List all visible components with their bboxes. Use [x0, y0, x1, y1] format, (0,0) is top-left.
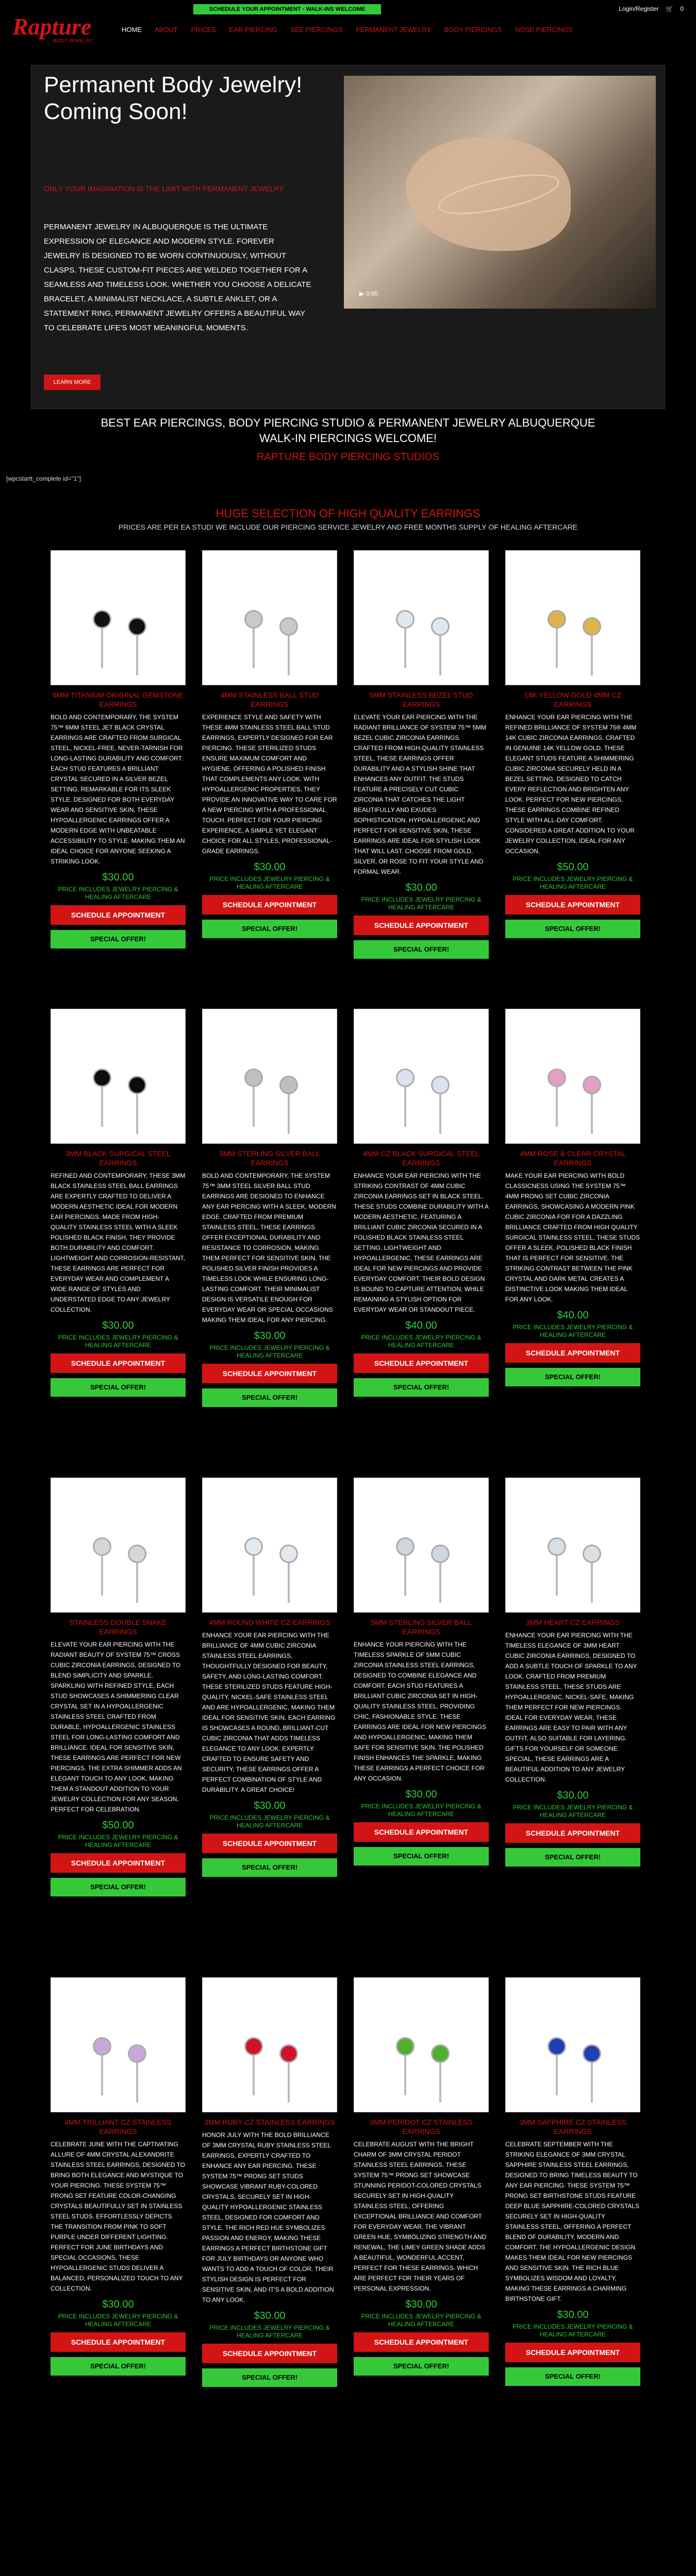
product-card	[354, 1009, 489, 1397]
product-card	[354, 550, 489, 959]
product-price: $30.00	[254, 2310, 286, 2321]
product-name[interactable]: 3MM BLACK SURGICAL STEEL EARRINGS	[65, 1149, 171, 1167]
product-card	[51, 1009, 186, 1397]
product-description: EXPERIENCE STYLE AND SAFETY WITH THESE 4MM STAINLESS STEEL BALL STUD EARRINGS, EXPERTLY DESIGNED FOR EAR PIERCING. THESE STERILIZED STUDS ENSURE MAXIMUM COMFORT AND HYGIENE, OFFERING A POLISHED FINISH THAT COMPLEMENTS ANY LOOK. WITH HYPOALLERGENIC PROPERTIES, THEY PROVIDE AN INNOVATIVE WAY TO CARE FOR A NEW PIERCING WITH A PROFESSIONAL TOUCH. PERFECT FOR YOUR PIERCING EXPERIENCE, A SIMPLE YET ELEGANT CHOICE FOR ALL STYLES, PROFESSIONAL-GRADE EARRINGS.	[202, 714, 337, 855]
product-description: MAKE YOUR EAR PIERCING WITH BOLD CLASSICNESS USING THE SYSTEM 75™ 4MM PRONG SET CUBIC ZIRCONIA EARRINGS, SHOWCASING A MODERN PINK CUBIC ZIRCONIA FOR FOR A DAZZLING BRILLIANCE CRAFTED FROM HIGH QUALITY SURGICAL STAINLESS STEEL, THESE STUDS OFFER A SLEEK, POLISHED BLACK FINISH THAT IS PERFECT FOR SENSITIVE. THE STRIKING CONTRAST BETWEEN THE PINK CRYSTAL AND DARK METAL CREATES A DISTINCTIVE LOOK MAKING THEM IDEAL FOR ANY LOOK.	[505, 1172, 640, 1303]
product-card	[202, 1478, 337, 1877]
price-note: PRICE INCLUDES JEWELRY PIERCING & HEALING AFTERCARE	[361, 1803, 482, 1818]
product-name[interactable]: 4MM TRILLIANT CZ STAINLESS EARRINGS	[64, 2118, 172, 2136]
product-image[interactable]	[202, 1009, 337, 1144]
nav-ear-piercing[interactable]: EAR PIERCING	[229, 26, 277, 33]
schedule-appointment-button[interactable]: SCHEDULE APPOINTMENT	[354, 2332, 489, 2352]
schedule-appointment-button[interactable]: SCHEDULE APPOINTMENT	[354, 916, 489, 935]
product-card	[505, 1478, 640, 1867]
product-name[interactable]: 4MM ROUND WHITE CZ EARRINGS	[209, 1618, 330, 1626]
product-description: CELEBRATE JUNE WITH THE CAPTIVATING ALLURE OF 4MM CRYSTAL ALEXANDRITE STAINLESS STEEL EARRINGS, DESIGNED TO BRING BOTH ELEGANCE AND MYSTIQUE TO YOUR PIERCING. THESE SYSTEM 75™ PRONG SET FEATURE COLOR-CHANGING CRYSTALS BEAUTIFULLY SET IN STAINLESS STEEL STUDS. EFFORTLESSLY DEPICTS THE TRANSITION FROM PINK TO SOFT PURPLE UNDER DIFFERENT LIGHTING. PERFECT FOR JUNE BIRTHDAYS AND SPECIAL OCCASIONS, THESE HYPOALLERGENIC STUDS DELIVER A BALANCED, PERSONALIZED TOUCH TO ANY COLLECTION.	[51, 2141, 185, 2292]
play-icon[interactable]: ▶	[359, 290, 364, 297]
product-image[interactable]	[505, 1478, 640, 1613]
product-description: ENHANCE YOUR EAR PIERCING WITH THE STRIKING CONTRAST OF 4MM CUBIC ZIRCONIA EARRINGS SET IN BLACK STEEL. THESE STUDS COMBINE DURABILITY WITH A MODERN AESTHETIC, FEATURING A BRILLIANT CUBIC ZIRCONIA SECURED IN A POLISHED BLACK STAINLESS STEEL SETTING. LIGHTWEIGHT AND HYPOALLERGENIC, THESE EARRINGS ARE IDEAL FOR NEW PIERCINGS AND PROVIDE EVERYDAY COMFORT. THEIR BOLD DESIGN IS BOUND TO CAPTURE ATTENTION, WHILE REMAINING A STYLISH OPTION FOR EVERYDAY WEAR OR STANDOUT PIECE.	[354, 1172, 489, 1313]
price-note: PRICE INCLUDES JEWELRY PIERCING & HEALING AFTERCARE	[58, 1834, 178, 1849]
product-description: ELEVATE YOUR EAR PIERCING WITH THE RADIANT BEAUTY OF SYSTEM 75™ CROSS CUBIC ZIRCONIA EARRINGS, DESIGNED TO BLEND SIMPLICITY AND SPARKLE. SPARKLING WITH REFINED STYLE, EACH STUD SHOWCASES A SHIMMERING CLEAR CRYSTAL SET IN A HYPOALLERGENIC STAINLESS STEEL CRAFTED FROM DURABLE, HYPOALLERGENIC STAINLESS STEEL FOR LONG-LASTING COMFORT AND BRILLIANCE. IDEAL FOR SENSITIVE SKIN, THESE EARRINGS ARE PERFECT FOR NEW PIERCINGS. THE EXTRA SHIMMER ADDS AN ELEGANT TOUCH TO ANY LOOK, MAKING THEM A STANDOUT ADDITION TO YOUR JEWELRY COLLECTION FOR ANY SEASON, PERFECT FOR CELEBRATION.	[51, 1641, 182, 1813]
main-nav	[122, 26, 584, 33]
earring-post	[288, 1556, 290, 1603]
special-offer-button[interactable]: SPECIAL OFFER!	[505, 1368, 640, 1386]
product-description: ELEVATE YOUR EAR PIERCING WITH THE RADIANT BRILLIANCE OF SYSTEM 75™ 5MM BEZEL CUBIC ZIRCONIA EARRINGS. CRAFTED FROM HIGH-QUALITY STAINLESS STEEL, THESE EARRINGS OFFER DURABILITY AND A STYLISH SHINE THAT ENHANCES ANY OUTFIT. THE STUDS FEATURE A PRECISELY CUT CUBIC ZIRCONIA THAT CATCHES THE LIGHT BEAUTIFULLY AND EXUDES SOPHISTICATION. HYPOALLERGENIC AND PERFECT FOR SENSITIVE SKIN, THESE EARRINGS ARE IDEAL FOR STYLISH LOOK THAT WILL LAST. CHOOSE FROM GOLD, SILVER, OR ROSE TO FIT YOUR STYLE AND FORMAL WEAR.	[354, 714, 487, 875]
product-description: CELEBRATE AUGUST WITH THE BRIGHT CHARM OF 3MM CRYSTAL PERIDOT STAINLESS STEEL EARRINGS. THESE SYSTEM 75™ PRONG SET SHOWCASE STUNNING PERIDOT-COLORED CRYSTALS SECURELY SET IN HIGH-QUALITY STAINLESS STEEL, OFFERING EXCEPTIONAL BRILLIANCE AND COMFORT FOR EVERYDAY WEAR. THE VIBRANT GREEN HUE, SYMBOLIZING STRENGTH AND RENEWAL, THE LIMEY GREEN SHADE ADDS A BEAUTIFUL, WONDERFUL ACCENT, PERFECT FOR THESE EARRINGS, WHICH ARE PERFECT FOR THEIR YEARS OF PERSONAL EXPRESSION.	[354, 2141, 487, 2292]
special-offer-button[interactable]: SPECIAL OFFER!	[354, 1378, 489, 1397]
schedule-appointment-button[interactable]: SCHEDULE APPOINTMENT	[202, 2344, 337, 2363]
earring-stud	[433, 1077, 448, 1093]
earring-stud	[246, 2039, 261, 2054]
nav-nose-piercings[interactable]: NOSE PIERCINGS	[515, 26, 573, 33]
product-price: $30.00	[405, 1789, 437, 1800]
nav-permanent-jewelry[interactable]: PERMANENT JEWELRY	[355, 26, 432, 33]
price-note: PRICE INCLUDES JEWELRY PIERCING & HEALING AFTERCARE	[512, 1804, 633, 1819]
product-price: $40.00	[557, 1310, 589, 1321]
earring-post	[439, 2056, 441, 2103]
schedule-appointment-button[interactable]: SCHEDULE APPOINTMENT	[505, 1343, 640, 1363]
earring-stud	[94, 2039, 110, 2054]
price-note: PRICE INCLUDES JEWELRY PIERCING & HEALING AFTERCARE	[209, 1344, 330, 1359]
nav-body-piercings[interactable]: BODY PIERCINGS	[444, 26, 502, 33]
earring-post	[439, 1088, 441, 1134]
logo-main: Rapture	[12, 13, 92, 40]
product-image[interactable]	[51, 550, 186, 685]
earring-stud	[246, 1070, 261, 1086]
price-note: PRICE INCLUDES JEWELRY PIERCING & HEALING AFTERCARE	[361, 1334, 482, 1349]
product-description: BOLD AND CONTEMPORARY, THE SYSTEM 75™ 6MM STEEL JET BLACK CRYSTAL EARRINGS ARE CRAFTED FROM SURGICAL STEEL, NICKEL-FREE, NEVER-TARNISH FOR LONG-LASTING DURABILITY AND COMFORT. EACH STUD FEATURES A BRILLIANT CRYSTAL SECURED IN A SILVER BEZEL SETTING, REMARKABLE FOR ITS SLEEK STYLE. DESIGNED FOR BOTH EVERYDAY WEAR AND SENSITIVE SKIN, THESE HYPOALLERGENIC EARRINGS OFFER A MODERN EDGE WITH UNBEATABLE ACCESSIBILITY TO STYLE. MAKING THEM AN IDEAL CHOICE FOR ANYONE SEEKING A STRIKING LOOK.	[51, 714, 185, 865]
product-name[interactable]: 14K YELLOW GOLD 4MM CZ EARRINGS	[524, 691, 621, 708]
product-name[interactable]: 4MM STAINLESS BALL STUD EARRINGS	[220, 691, 319, 708]
earring-stud	[129, 619, 145, 634]
earring-stud	[94, 1070, 110, 1086]
product-image[interactable]	[354, 1977, 489, 2112]
schedule-appointment-button[interactable]: SCHEDULE APPOINTMENT	[51, 1853, 186, 1873]
price-note: PRICE INCLUDES JEWELRY PIERCING & HEALING AFTERCARE	[209, 1814, 330, 1829]
product-name[interactable]: 5MM STAINLESS BEZEL STUD EARRINGS	[369, 691, 473, 708]
product-price: $30.00	[254, 861, 286, 873]
earring-post	[556, 1080, 558, 1127]
special-offer-button[interactable]: SPECIAL OFFER!	[51, 930, 186, 948]
earring-stud	[129, 1077, 145, 1093]
product-image[interactable]	[202, 1977, 337, 2112]
earring-post	[439, 1556, 441, 1603]
product-name[interactable]: 3MM STERLING SILVER BALL EARRINGS	[219, 1149, 320, 1167]
price-note: PRICE INCLUDES JEWELRY PIERCING & HEALING AFTERCARE	[58, 2313, 178, 2328]
product-card	[505, 1009, 640, 1386]
product-name[interactable]: 6MM TITANIUM ORIGINAL GEMSTONE EARRINGS	[53, 691, 184, 708]
earring-stud	[281, 1546, 296, 1562]
hero-video[interactable]	[344, 76, 656, 309]
product-price: $30.00	[405, 882, 437, 893]
earring-stud	[584, 1546, 600, 1562]
earring-stud	[94, 1539, 110, 1554]
site-header	[0, 0, 696, 64]
product-name[interactable]: 5MM STERLING SILVER BALL EARRINGS	[371, 1618, 472, 1636]
schedule-appointment-button[interactable]: SCHEDULE APPOINTMENT	[505, 1823, 640, 1843]
earring-stud	[129, 2046, 145, 2061]
earring-post	[136, 2056, 138, 2103]
price-note: PRICE INCLUDES JEWELRY PIERCING & HEALING AFTERCARE	[209, 875, 330, 890]
earring-post	[404, 622, 406, 668]
earring-post	[591, 1556, 593, 1603]
logo-sub: BODY JEWELRY	[53, 38, 93, 44]
earring-post	[101, 1549, 103, 1596]
product-name[interactable]: 3MM PERIDOT CZ STAINLESS EARRINGS	[370, 2118, 473, 2136]
intro-heading: BEST EAR PIERCINGS, BODY PIERCING STUDIO & PERMANENT JEWELRY ALBUQUERQUE	[101, 416, 595, 429]
product-price: $30.00	[405, 2299, 437, 2310]
schedule-appointment-button[interactable]: SCHEDULE APPOINTMENT	[51, 905, 186, 925]
earring-post	[253, 1080, 255, 1127]
intro-section	[0, 415, 696, 463]
special-offer-button[interactable]: SPECIAL OFFER!	[505, 2367, 640, 2386]
video-controls[interactable]	[359, 290, 378, 297]
hero-section	[31, 65, 665, 409]
schedule-appointment-button[interactable]: SCHEDULE APPOINTMENT	[505, 2343, 640, 2362]
nav-prices[interactable]: PRICES	[191, 26, 216, 33]
product-description: ENHANCE YOUR EAR PIERCING WITH THE REFINED BRILLIANCE OF SYSTEM 75® 4MM 14K CUBIC ZIRCONIA EARRINGS. CRAFTED IN GENUINE 14K YELLOW GOLD, THESE ELEGANT STUDS FEATURE A SHIMMERING CUBIC ZIRCONIA SECURELY HELD IN A BEZEL SETTING, DESIGNED TO CATCH EVERY REFLECTION AND BRIGHTEN ANY LOOK. PERFECT FOR NEW PIERCINGS, THESE EARRINGS COMBINE REFINED STYLE WITH ALL-DAY COMFORT. CONSIDERED A GREAT ADDITION TO YOUR JEWELRY COLLECTION, IDEAL FOR ANY OCCASION.	[505, 714, 637, 855]
price-note: PRICE INCLUDES JEWELRY PIERCING & HEALING AFTERCARE	[512, 1324, 633, 1338]
price-note: PRICE INCLUDES JEWELRY PIERCING & HEALING AFTERCARE	[361, 2313, 482, 2328]
earring-stud	[94, 612, 110, 627]
account-area	[614, 5, 684, 12]
earring-stud	[281, 2046, 296, 2061]
schedule-appointment-button[interactable]: SCHEDULE APPOINTMENT	[51, 1353, 186, 1373]
earring-stud	[246, 1539, 261, 1554]
earring-stud	[584, 619, 600, 634]
earring-stud	[433, 1546, 448, 1562]
product-card	[51, 550, 186, 948]
intro-heading-2: WALK-IN PIERCINGS WELCOME!	[259, 432, 437, 445]
special-offer-button[interactable]: SPECIAL OFFER!	[202, 920, 337, 938]
product-name[interactable]: 4MM ROSE & CLEAR CRYSTAL EARRINGS	[520, 1149, 626, 1167]
earring-stud	[397, 1070, 413, 1086]
product-price: $30.00	[254, 1330, 286, 1342]
cart-count: 0	[680, 5, 684, 12]
earring-stud	[584, 2046, 600, 2061]
earring-stud	[549, 1539, 565, 1554]
earring-post	[136, 629, 138, 675]
special-offer-button[interactable]: SPECIAL OFFER!	[51, 1878, 186, 1896]
earring-stud	[129, 1546, 145, 1562]
product-price: $40.00	[405, 1320, 437, 1331]
earring-post	[288, 2056, 290, 2103]
price-note: PRICE INCLUDES JEWELRY PIERCING & HEALING AFTERCARE	[512, 2323, 633, 2338]
earring-post	[439, 629, 441, 675]
product-name[interactable]: 4MM CZ BLACK SURGICAL STEEL EARRINGS	[362, 1149, 480, 1167]
earring-stud	[281, 1077, 296, 1093]
earring-post	[591, 2056, 593, 2103]
login-link[interactable]: Login/Register	[619, 5, 659, 12]
cart-icon[interactable]: 🛒	[666, 5, 673, 12]
product-name[interactable]: 3MM SAPPHIRE CZ STAINLESS EARRINGS	[519, 2118, 627, 2136]
earring-stud	[246, 612, 261, 627]
product-image[interactable]	[354, 1478, 489, 1613]
product-name[interactable]: 3MM RUBY CZ STAINLESS EARRINGS	[204, 2118, 335, 2126]
product-price: $30.00	[102, 1320, 134, 1331]
product-description: ENHANCE YOUR PIERCING WITH THE TIMELESS SPARKLE OF 5MM CUBIC ZIRCONIA STAINLESS STEEL EARRINGS, DESIGNED TO COMBINE ELEGANCE AND COMFORT. EACH STUD FEATURES A BRILLIANT CUBIC ZIRCONIA SET IN HIGH-QUALITY STAINLESS STEEL, PROVIDING CHIC, FASHIONABLE STYLE. THESE EARRINGS ARE IDEAL FOR NEW PIERCINGS AND HYPOALLERGENIC, MAKING THEM SAFE FOR SENSITIVE SKIN. THE POLISHED FINISH ENHANCES THE SPARKLE, MAKING THESE EARRINGS A PERFECT CHOICE FOR ANY OCCASION.	[354, 1641, 486, 1782]
product-image[interactable]	[505, 1009, 640, 1144]
earring-stud	[397, 1539, 413, 1554]
schedule-appointment-button[interactable]: SCHEDULE APPOINTMENT	[51, 2332, 186, 2352]
product-description: ENHANCE YOUR EAR PIERCING WITH THE TIMELESS ELEGANCE OF 3MM HEART CUBIC ZIRCONIA EARRINGS, DESIGNED TO ADD A SUBTLE TOUCH OF SPARKLE TO ANY LOOK. CRAFTED FROM PREMIUM STAINLESS STEEL, THESE STUDS ARE HYPOALLERGENIC, NICKEL-SAFE, MAKING THEM PERFECT FOR NEW PIERCINGS. IDEAL FOR EVERYDAY WEAR, THESE EARRINGS ARE EASY TO PAIR WITH ANY OUTFIT, ALSO SUITABLE FOR LAYERING. GIFTS FOR YOURSELF OR SOMEONE SPECIAL, THESE EARRINGS ARE A BEAUTIFUL ADDITION TO ANY JEWELRY COLLECTION.	[505, 1632, 637, 1783]
earring-stud	[549, 2039, 565, 2054]
special-offer-button[interactable]: SPECIAL OFFER!	[354, 940, 489, 959]
price-note: PRICE INCLUDES JEWELRY PIERCING & HEALING AFTERCARE	[361, 896, 482, 911]
product-image[interactable]	[51, 1977, 186, 2112]
product-card	[505, 1977, 640, 2386]
shortcode-text: [wpcstartt_complete id="1"]	[6, 475, 81, 482]
video-time: 0:00	[366, 290, 378, 297]
earring-stud	[397, 2039, 413, 2054]
product-name[interactable]: STAINLESS DOUBLE SNAKE EARRINGS	[69, 1618, 167, 1636]
earring-stud	[549, 612, 565, 627]
product-price: $30.00	[102, 872, 134, 883]
earring-stud	[397, 612, 413, 627]
product-description: ENHANCE YOUR EAR PIERCING WITH THE BRILLIANCE OF 4MM CUBIC ZIRCONIA STAINLESS STEEL EARRINGS, THOUGHTFULLY DESIGNED FOR BEAUTY, SAFETY, AND LONG-LASTING COMFORT. THESE STERILIZED STUDS FEATURE HIGH-QUALITY, NICKEL-SAFE STAINLESS STEEL AND ARE HYPOALLERGENIC, MAKING THEM IDEAL FOR SENSITIVE SKIN. EACH EARRING IS SHOWCASES A ROUND, BRILLIANT-CUT CUBIC ZIRCONIA THAT ADDS TIMELESS ELEGANCE TO ANY LOOK. EXPERTLY CRAFTED TO ENSURE SAFETY AND SECURITY, THESE EARRINGS OFFER A PERFECT COMBINATION OF STYLE AND DURABILITY. A GREAT CHOICE!	[202, 1632, 336, 1793]
earring-post	[253, 2049, 255, 2095]
earring-post	[556, 622, 558, 668]
earring-post	[404, 1549, 406, 1596]
earring-stud	[549, 1070, 565, 1086]
product-card	[51, 1478, 186, 1896]
product-image[interactable]	[51, 1009, 186, 1144]
price-note: PRICE INCLUDES JEWELRY PIERCING & HEALING AFTERCARE	[58, 886, 178, 901]
special-offer-button[interactable]: SPECIAL OFFER!	[51, 1378, 186, 1397]
product-price: $50.00	[557, 861, 589, 873]
earring-stud	[433, 2046, 448, 2061]
price-note: PRICE INCLUDES JEWELRY PIERCING & HEALING AFTERCARE	[209, 2324, 330, 2339]
earring-post	[136, 1556, 138, 1603]
site-logo[interactable]	[12, 15, 100, 44]
schedule-appointment-button[interactable]: SCHEDULE APPOINTMENT	[505, 895, 640, 914]
special-offer-button[interactable]: SPECIAL OFFER!	[202, 1858, 337, 1877]
product-card	[354, 1977, 489, 2376]
schedule-appointment-button[interactable]: SCHEDULE APPOINTMENT	[202, 1364, 337, 1383]
earring-post	[404, 2049, 406, 2095]
special-offer-button[interactable]: SPECIAL OFFER!	[505, 1848, 640, 1867]
product-image[interactable]	[51, 1478, 186, 1613]
earring-post	[253, 622, 255, 668]
hero-subtitle: ONLY YOUR IMAGINATION IS THE LIMIT WITH PERMANENT JEWELRY	[44, 184, 284, 193]
nav-about[interactable]: ABOUT	[154, 26, 178, 33]
product-card	[202, 1009, 337, 1407]
earring-post	[288, 629, 290, 675]
hero-body: PERMANENT JEWELRY IN ALBUQUERQUE IS THE ULTIMATE EXPRESSION OF ELEGANCE AND MODERN STYLE. FOREVER JEWELRY IS DESIGNED TO BE WORN CONTINUOUSLY, WITHOUT CLASPS. THESE CUSTOM-FIT PIECES ARE WELDED TOGETHER FOR A SEAMLESS AND TIMELESS LOOK. WHETHER YOU CHOOSE A DELICATE BRACELET, A MINIMALIST NECKLACE, A SUBTLE ANKLET, OR A STATEMENT RING, PERMANENT JEWELRY OFFERS A BEAUTIFUL WAY TO CELEBRATE LIFE'S MOST MEANINGFUL MOMENTS.	[44, 223, 311, 332]
schedule-appointment-button[interactable]: SCHEDULE APPOINTMENT	[354, 1822, 489, 1842]
earring-post	[101, 622, 103, 668]
special-offer-button[interactable]: SPECIAL OFFER!	[354, 1847, 489, 1866]
earring-post	[253, 1549, 255, 1596]
product-card	[51, 1977, 186, 2376]
product-card	[505, 550, 640, 938]
special-offer-button[interactable]: SPECIAL OFFER!	[354, 2357, 489, 2376]
product-image[interactable]	[505, 550, 640, 685]
product-description: CELEBRATE SEPTEMBER WITH THE STRIKING ELEGANCE OF 3MM CRYSTAL SAPPHIRE STAINLESS STEEL EARRINGS, DESIGNED TO BRING TIMELESS BEAUTY TO ANY EAR PIERCING. THESE SYSTEM 75™ PRONG SET BIRTHSTONE STUDS FEATURE DEEP BLUE SAPPHIRE-COLORED CRYSTALS SECURELY SET IN HIGH-QUALITY STAINLESS STEEL, OFFERING A PERFECT BLEND OF DURABILITY, MODERN AND COMFORT. THE HYPOALLERGENIC DESIGN MAKES THEM IDEAL FOR NEW PIERCINGS AND SENSITIVE SKIN. THE RICH BLUE SYMBOLIZES WISDOM AND LOYALTY, MAKING THESE EARRINGS A CHARMING BIRTHSTONE GIFT.	[505, 2141, 640, 2302]
product-price: $30.00	[557, 2309, 589, 2320]
product-description: REFINED AND CONTEMPORARY, THESE 3MM BLACK STAINLESS STEEL BALL EARRINGS ARE EXPERTLY CRAFTED TO DELIVER A MODERN AESTHETIC IDEAL FOR MODERN EAR PIERCINGS. MADE FROM HIGH-QUALITY STAINLESS STEEL WITH A SLEEK POLISHED BLACK FINISH, THEY PROVIDE BOTH DURABILITY AND COMFORT. LIGHTWEIGHT AND CORROSION-RESISTANT, THESE EARRINGS ARE PERFECT FOR EVERYDAY WEAR AND COMPLEMENT A WIDE RANGE OF STYLES AND UNDERSTATED EDGE TO ANY JEWELRY COLLECTION.	[51, 1172, 186, 1313]
product-name[interactable]: 3MM HEART CZ EARRINGS	[526, 1618, 620, 1626]
special-offer-button[interactable]: SPECIAL OFFER!	[51, 2357, 186, 2376]
product-price: $50.00	[102, 1820, 134, 1831]
intro-subheading: RAPTURE BODY PIERCING STUDIOS	[256, 451, 440, 463]
schedule-appointment-button[interactable]: SCHEDULE APPOINTMENT	[354, 1353, 489, 1373]
product-image[interactable]	[354, 550, 489, 685]
special-offer-button[interactable]: SPECIAL OFFER!	[202, 1388, 337, 1407]
price-note: PRICE INCLUDES JEWELRY PIERCING & HEALING AFTERCARE	[512, 875, 633, 890]
earring-post	[288, 1088, 290, 1134]
nav-home[interactable]: HOME	[122, 26, 142, 33]
special-offer-button[interactable]: SPECIAL OFFER!	[505, 920, 640, 938]
earring-post	[591, 1088, 593, 1134]
schedule-appointment-topbar[interactable]: SCHEDULE YOUR APPOINTMENT · WALK-INS WELCOME	[193, 4, 381, 14]
product-card	[202, 550, 337, 938]
learn-more-button[interactable]: LEARN MORE	[44, 375, 101, 390]
earring-post	[404, 1080, 406, 1127]
earrings-subtitle: PRICES ARE PER EA STUD! WE INCLUDE OUR PIERCING SERVICE JEWELRY AND FREE MONTHS SUPPLY OF HEALING AFTERCARE	[118, 523, 578, 531]
earring-post	[101, 2049, 103, 2095]
product-image[interactable]	[505, 1977, 640, 2112]
product-card	[354, 1478, 489, 1866]
schedule-appointment-button[interactable]: SCHEDULE APPOINTMENT	[202, 1834, 337, 1853]
product-image[interactable]	[202, 1478, 337, 1613]
earring-stud	[281, 619, 296, 634]
product-price: $30.00	[254, 1800, 286, 1811]
earring-stud	[584, 1077, 600, 1093]
earring-post	[591, 629, 593, 675]
nav-see-piercings[interactable]: SEE PIERCINGS	[290, 26, 343, 33]
product-price: $30.00	[102, 2299, 134, 2310]
earring-post	[101, 1080, 103, 1127]
schedule-appointment-button[interactable]: SCHEDULE APPOINTMENT	[202, 895, 337, 914]
product-price: $30.00	[557, 1790, 589, 1801]
special-offer-button[interactable]: SPECIAL OFFER!	[202, 2368, 337, 2387]
earrings-title: HUGE SELECTION OF HIGH QUALITY EARRINGS	[216, 507, 480, 520]
product-image[interactable]	[354, 1009, 489, 1144]
price-note: PRICE INCLUDES JEWELRY PIERCING & HEALING AFTERCARE	[58, 1334, 178, 1349]
earring-post	[556, 2049, 558, 2095]
product-description: BOLD AND CONTEMPORARY, THE SYSTEM 75™ 3MM STEEL SILVER BALL STUD EARRINGS ARE DESIGNED TO ENHANCE ANY EAR PIERCING WITH A SLEEK, MODERN EDGE. CRAFTED FROM PREMIUM STAINLESS STEEL, THESE EARRINGS OFFER EXCEPTIONAL DURABILITY AND RESISTANCE TO CORROSION, MAKING THEM PERFECT FOR SENSITIVE SKIN. THE POLISHED SILVER FINISH PROVIDES A TIMELESS LOOK WHILE ENSURING LONG-LASTING COMFORT. THEIR MINIMALIST DESIGN IS VERSATILE ENOUGH FOR EVERYDAY WEAR OR SPECIAL OCCASIONS MAKING THEM IDEAL FOR ANY PIERCING.	[202, 1172, 336, 1324]
earring-post	[556, 1549, 558, 1596]
earring-post	[136, 1088, 138, 1134]
product-description: HONOR JULY WITH THE BOLD BRILLIANCE OF 3MM CRYSTAL RUBY STAINLESS STEEL EARRINGS, EXPERTLY CRAFTED TO ENHANCE ANY EAR PIERCING. THESE SYSTEM 75™ PRONG SET STUDS SHOWCASE VIBRANT RUBY-COLORED CRYSTALS, SECURELY SET IN HIGH-QUALITY HYPOALLERGENIC STAINLESS STEEL, DESIGNED FOR COMFORT AND STYLE. THE RICH RED HUE SYMBOLIZES PASSION AND ENERGY, MAKING THESE EARRINGS A PERFECT BIRTHSTONE GIFT FOR JULY BIRTHDAYS OR ANYONE WHO WANTS TO ADD A TOUCH OF COLOR. THEIR STYLISH DESIGN IS PERFECT FOR SENSITIVE SKIN, AND IT'S A BOLD ADDITION TO ANY LOOK.	[202, 2131, 334, 2303]
product-image[interactable]	[202, 550, 337, 685]
product-card	[202, 1977, 337, 2387]
earring-stud	[433, 619, 448, 634]
hero-title: Permanent Body Jewelry! Coming Soon!	[44, 72, 303, 124]
